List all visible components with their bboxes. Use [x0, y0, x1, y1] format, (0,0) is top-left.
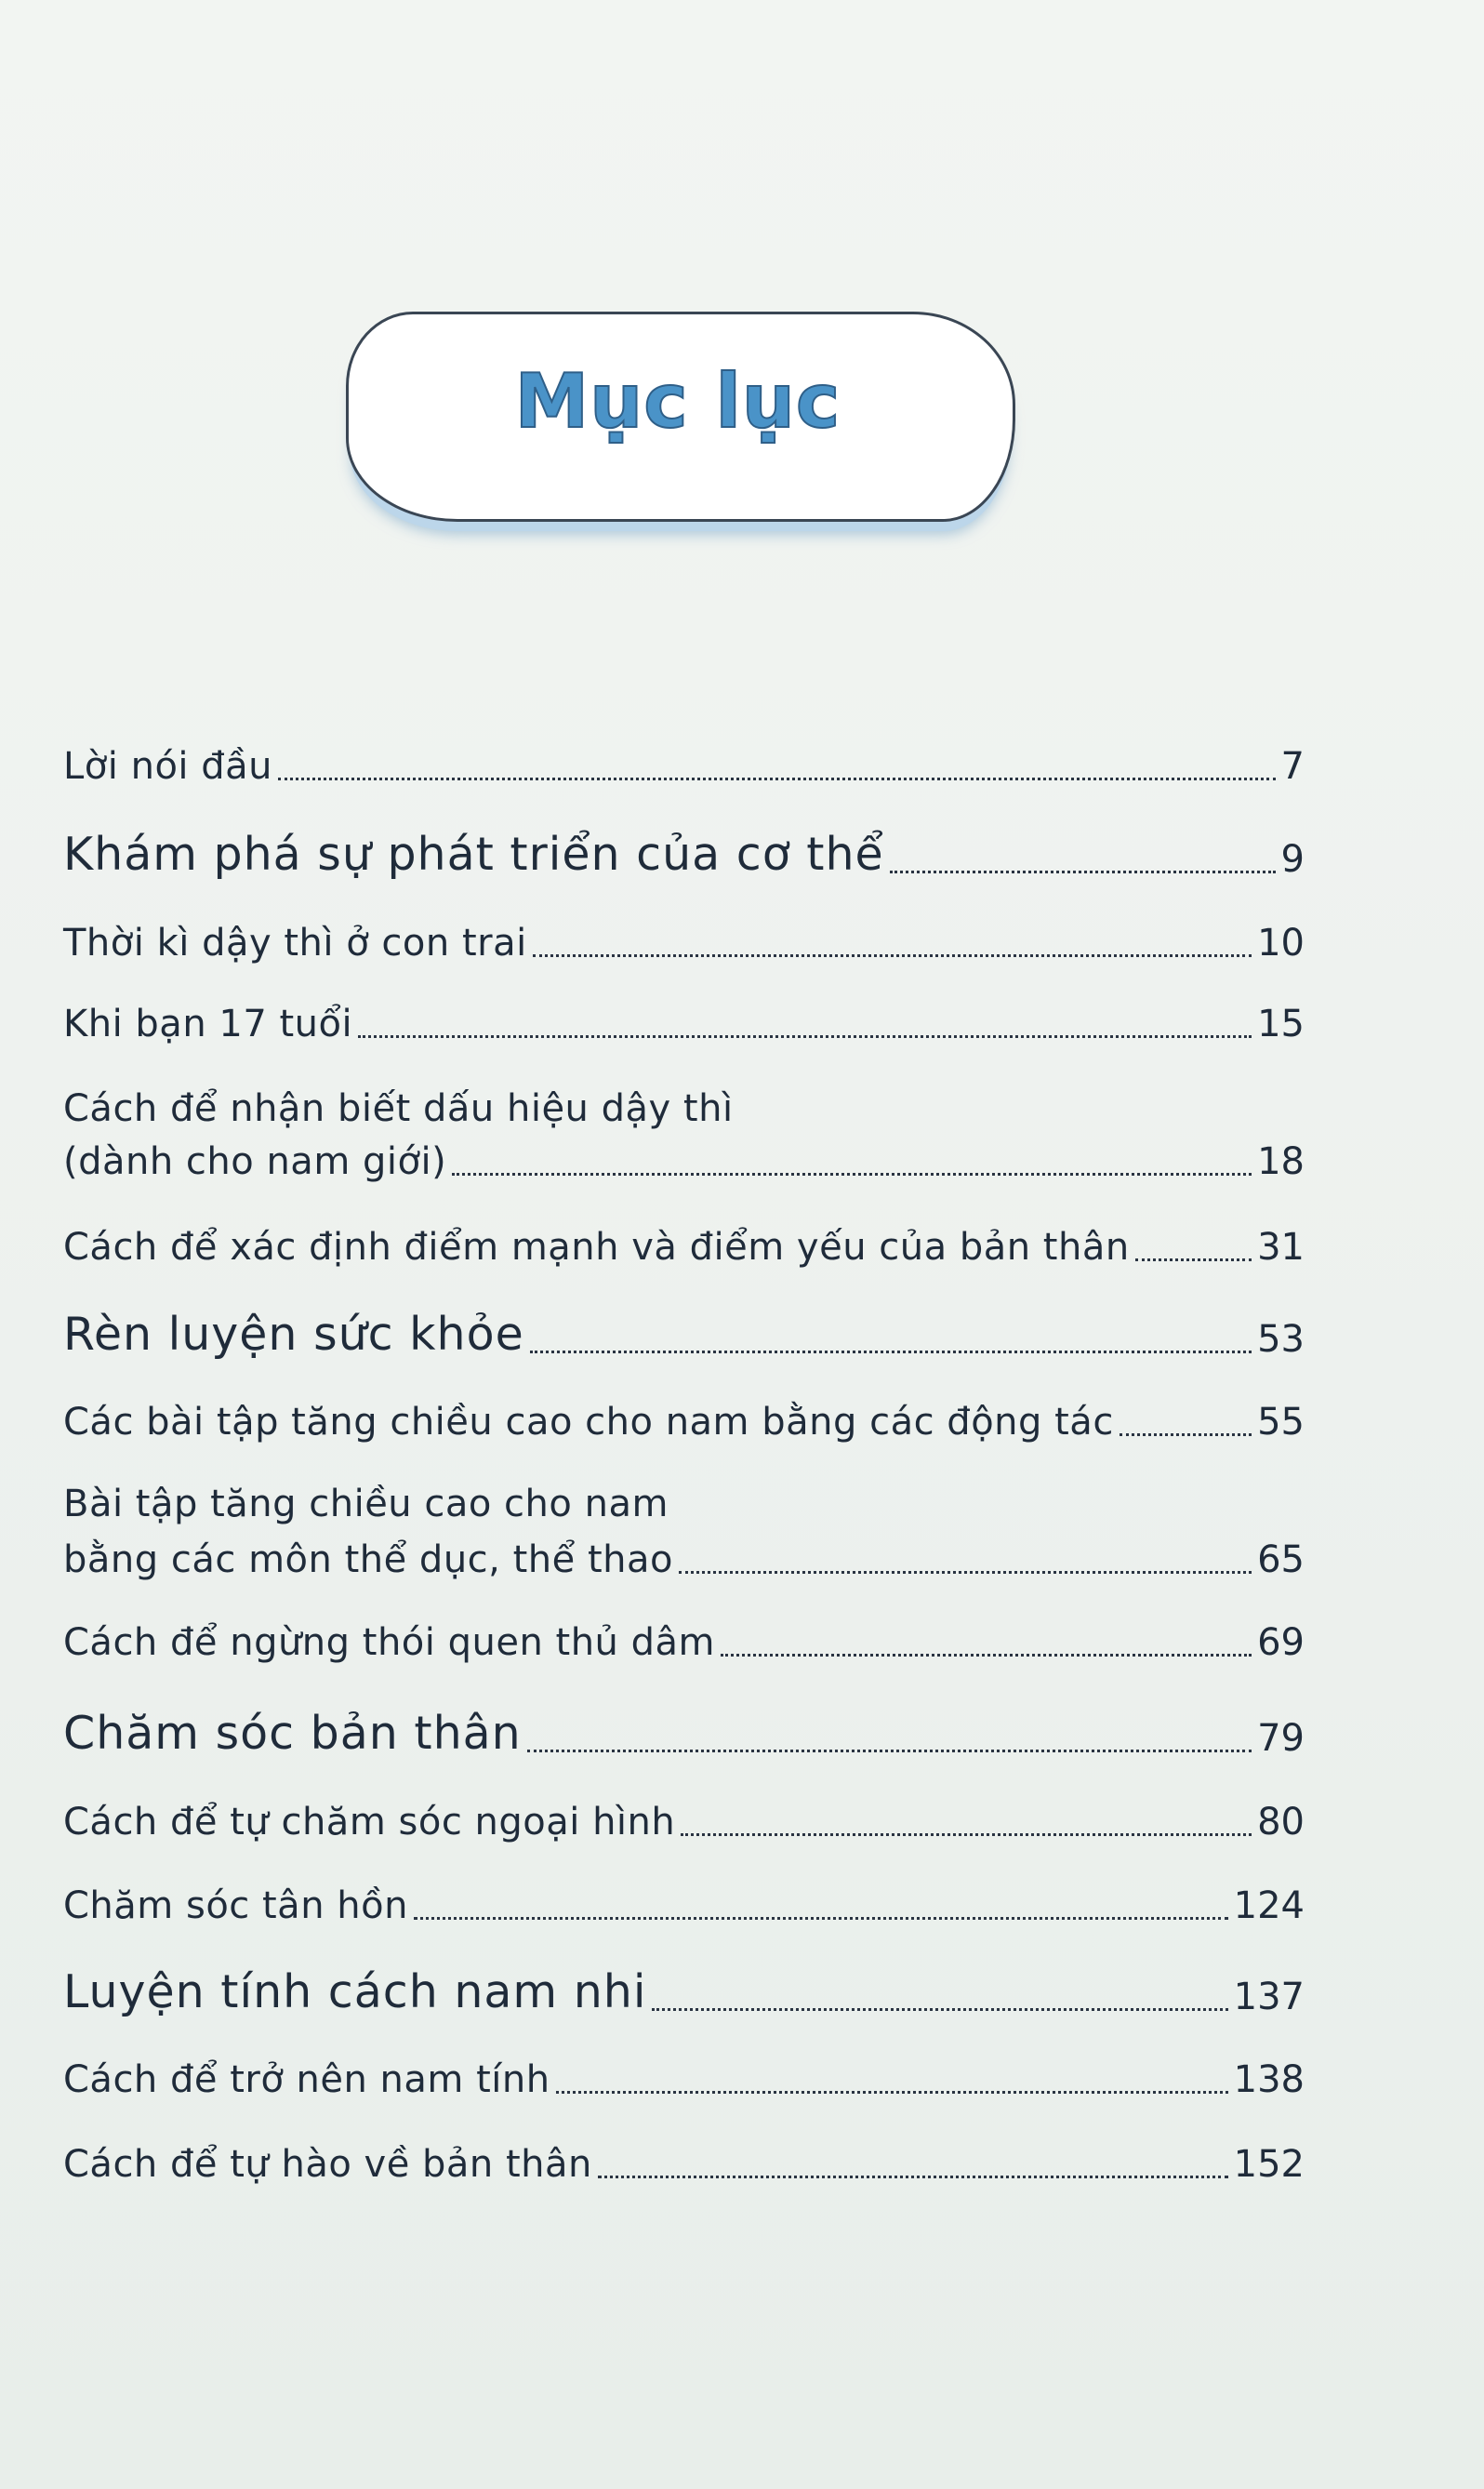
toc-entry-page: 80 — [1257, 1801, 1305, 1843]
toc-entry-page: 79 — [1257, 1717, 1305, 1760]
dot-leader — [556, 2091, 1228, 2094]
toc-entry-label: Thời kì dậy thì ở con trai — [63, 922, 527, 965]
dot-leader — [721, 1654, 1252, 1657]
toc-section-label: Luyện tính cách nam nhi — [63, 1965, 647, 2018]
toc-entry-label: Các bài tập tăng chiều cao cho nam bằng các động tác — [63, 1401, 1114, 1444]
dot-leader — [890, 871, 1276, 873]
toc-entry — [63, 744, 1305, 789]
toc-entry — [63, 1400, 1305, 1444]
toc-section-label: Chăm sóc bản thân — [63, 1707, 522, 1760]
toc-entry-page: 55 — [1257, 1401, 1305, 1444]
toc-entry — [63, 1620, 1305, 1665]
dot-leader — [452, 1173, 1252, 1176]
dot-leader — [414, 1917, 1228, 1920]
toc-entry — [63, 921, 1305, 965]
toc-entry-page: 137 — [1233, 1976, 1305, 2018]
toc-entry-page: 31 — [1257, 1226, 1305, 1269]
dot-leader — [358, 1035, 1252, 1038]
toc-entry-label: Chăm sóc tân hồn — [63, 1884, 408, 1927]
toc-entry — [63, 1225, 1305, 1270]
toc-section-entry — [63, 828, 1305, 882]
toc-entry-label: (dành cho nam giới) — [63, 1140, 447, 1183]
toc-entry-label-line1: Bài tập tăng chiều cao cho nam — [63, 1483, 669, 1525]
toc-entry-label: Cách để tự chăm sóc ngoại hình — [63, 1801, 676, 1843]
toc-entry-label: Cách để tự hào về bản thân — [63, 2143, 592, 2186]
toc-entry-label: Cách để xác định điểm mạnh và điểm yếu của bản thân — [63, 1226, 1130, 1269]
toc-entry-label: Cách để ngừng thói quen thủ dâm — [63, 1621, 715, 1664]
toc-entry — [63, 1883, 1305, 1928]
toc-section-entry — [63, 1707, 1305, 1761]
toc-section-label: Rèn luyện sức khỏe — [63, 1308, 524, 1361]
dot-leader — [681, 1833, 1252, 1836]
dot-leader — [652, 2008, 1227, 2011]
toc-entry — [63, 1002, 1305, 1046]
toc-entry — [63, 2142, 1305, 2187]
toc-entry-label: Khi bạn 17 tuổi — [63, 1003, 353, 1045]
toc-entry — [63, 1800, 1305, 1844]
title-banner-wrap — [346, 312, 1010, 526]
dot-leader — [1135, 1258, 1252, 1261]
page-title: Mục lục — [514, 358, 841, 445]
toc-entry-page: 138 — [1233, 2058, 1305, 2101]
toc-entry — [63, 2057, 1305, 2102]
toc-entry-page: 152 — [1233, 2143, 1305, 2186]
dot-leader — [679, 1571, 1252, 1574]
toc-section-entry — [63, 1965, 1305, 2019]
dot-leader — [278, 778, 1276, 780]
toc-entry-page: 65 — [1257, 1538, 1305, 1581]
toc-section-entry — [63, 1308, 1305, 1362]
toc-entry — [63, 1537, 1305, 1582]
toc-entry-page: 7 — [1280, 745, 1305, 788]
toc-entry-page: 69 — [1257, 1621, 1305, 1664]
toc-entry-label-line1: Cách để nhận biết dấu hiệu dậy thì — [63, 1087, 734, 1130]
dot-leader — [527, 1750, 1252, 1752]
toc-entry-page: 124 — [1233, 1884, 1305, 1927]
toc-entry-label: Cách để trở nên nam tính — [63, 2058, 550, 2101]
dot-leader — [533, 954, 1252, 957]
dot-leader — [598, 2176, 1228, 2178]
toc-entry-page: 53 — [1257, 1318, 1305, 1361]
toc-entry-label: bằng các môn thể dục, thể thao — [63, 1538, 673, 1581]
toc-section-label: Khám phá sự phát triển của cơ thể — [63, 828, 884, 881]
toc-entry — [63, 1139, 1305, 1184]
dot-leader — [1120, 1433, 1252, 1436]
toc-entry-page: 10 — [1257, 922, 1305, 965]
toc-entry-page: 18 — [1257, 1140, 1305, 1183]
dot-leader — [530, 1351, 1252, 1353]
toc-entry-page: 15 — [1257, 1003, 1305, 1045]
toc-entry-page: 9 — [1280, 838, 1305, 881]
toc-entry-label: Lời nói đầu — [63, 745, 272, 788]
